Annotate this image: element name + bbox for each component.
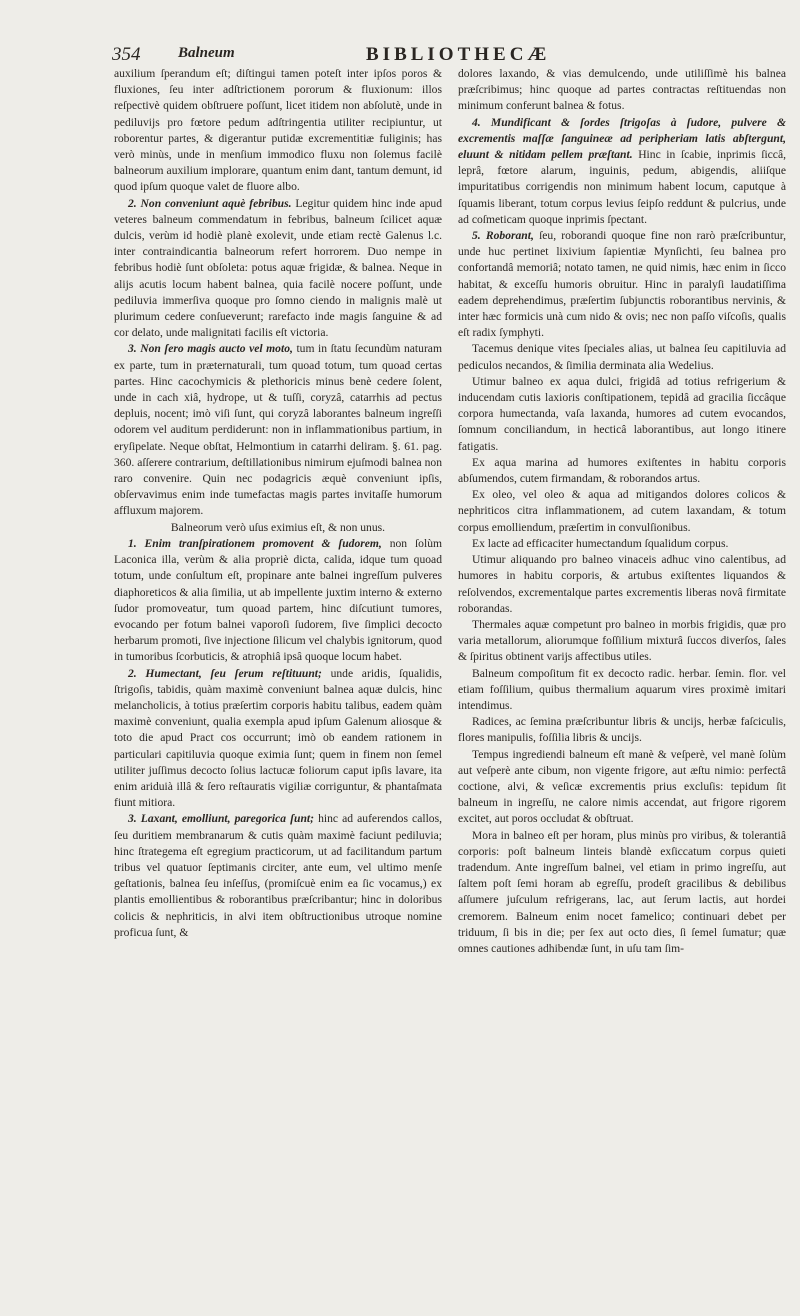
paragraph xyxy=(458,617,786,666)
paragraph xyxy=(458,115,786,228)
paragraph xyxy=(458,714,786,746)
paragraph-text: Mora in balneo eſt per horam, plus minùs pro viribus, & tolerantiâ corporis: poſt balneum linteis blandè exſiccatum corpus quieti tradendum. Ante ingreſſum balnei, vel etiam in primo ingreſſu, aut ſaltem poſt ſemi horam ab egreſſu, prodeſt gracilibus & debilibus aſſumere juſculum refrigerans, lac, aut ſerum lactis, aut hordei cremorem. Balneum enim nocet famelico; continuari debet per triduum, ſi bis in die; per ſex aut octo dies, ſi ſemel ſumatur; quæ omnes cautiones adhibendæ ſunt, in uſu tam ſim- xyxy=(458,828,786,955)
paragraph-text: tum in ſtatu ſecundùm naturam ex parte, tum in præternaturali, tum quoad totum, tum quoad certas partes. Hinc cacochymicis & plethoricis minus benè cedere ſolent, unde in cach xiâ, hydrope, ut & tuſſi, coryzâ, catarrhis ad pectus depluis, nocent; imò viſi ſunt, qui coryzâ laborantes balneum ingreſſi odorem vel auditum perdiderunt: non in inflammationibus partium, in eryſipelate. Neque obſtat, Helmontium in catarrhi deliram. §. 61. pag. 360. aſſerere contrarium, deſtillationibus nimirum ejuſmodi balnea non raro convenire. Quin nec podagricis æquè conveniunt ipſis, obſervavimus enim inde tumefactas magis partes invitaſſe humorum affluxum majorem. xyxy=(114,342,442,518)
paragraph xyxy=(114,811,442,941)
right-column xyxy=(458,66,786,1306)
paragraph-text: auxilium ſperandum eſt; diſtingui tamen poteſt inter ipſos poros & fluxiones, ſeu inter adſtrictionem pororum & fluxionum: illos reſpectivè quidem obſtruere poſſunt, licet itidem non abſolutè, unde in pediluvijs pro fœtore pedum adſtringentia utiliter recipiuntur, ut roborentur partes, & digerantur putidæ excrementitiæ fuliginis; has verò minùs, unde in menſium immodico fluxu non ſolemus facilè balneorum auxilium implorare, quantum enim dant, tantum demunt, id quod ipſum quoque valet de fluore albo. xyxy=(114,67,442,194)
paragraph-text: Legitur quidem hinc inde apud veteres balneum commendatum in febribus, balneum ſcilicet aquæ dulcis, verùm id hodiè planè exolevit, unde etiam rectè Galenus l.c. inter contraindicantia balneorum refert horrorem. Duo nempe in febribus hodiè ſunt obſoleta: potus aquæ frigidæ, & balnea. Neque in alijs acutis locum habent balnea, quia facilè nocere poſſunt, unde pediluvia immerſiva quoque pro ſomno ciendo in malignis malè ut plurimum cedere conſueverunt; rarefacto inde magis ſanguine & ad cor delato, unde malignitati facilis eſt victoria. xyxy=(114,196,442,340)
page-number: 354 xyxy=(112,44,141,65)
paragraph xyxy=(114,666,442,812)
paragraph-text: Tempus ingrediendi balneum eſt manè & veſperè, vel manè ſolùm aut veſperè ante cibum, non vigente frigore, aut æſtu nimio: perfectâ coctione, alvi, & veſicæ excrementis prius excluſis: tepidum ſit balneum in ingreſſu, ne calore nimis accendat, aut frigore rigorem excitet, aut poros occludat & obſtruat. xyxy=(458,747,786,826)
paragraph xyxy=(458,747,786,828)
paragraph xyxy=(458,341,786,373)
paragraph-text: Balneum compoſitum fit ex decocto radic. herbar. ſemin. flor. vel etiam foſſilium, quibus thermalium aquarum vires proximè imitari intendimus. xyxy=(458,666,786,712)
paragraph-text: hinc ad auferendos callos, ſeu duritiem membranarum & cutis quàm maximè faciunt pediluvia; hinc ſtrategema eſt egregium practicorum, ut ad facilitandum partum tribus vel quatuor ſeptimanis circiter, ante eum, vel ultimo menſe geſtationis, balnea ſeu inſeſſus, (promiſcuè enim ea ſic vocamus,) ex plantis emollientibus & roborantibus præſcribantur; hinc in doloribus colicis & nephriticis, in alvi item obſtructionibus utroque nomine proficua ſunt, & xyxy=(114,812,442,939)
paragraph-text: ſeu, roborandi quoque fine non rarò præſcribuntur, unde huc pertinet lixivium ſapientiæ Mynſichti, ſeu balnea pro confortandâ memoriâ; notato tamen, ne quid nimis, hæc enim in ſicco habitat, & exceſſu humoris obruitur. Hinc in paralyſi laudatiſſima eadem deprehendimus, præſertim ſubjunctis roborantibus nervinis, & inter hæc formicis unà cum nido & ovis; nec non paſſo viſcoſis, qualis eſt radix ſymphyti. xyxy=(458,229,786,340)
paragraph-lead: 5. Roborant, xyxy=(472,229,534,243)
left-column xyxy=(114,66,442,1306)
paragraph xyxy=(458,487,786,536)
paragraph xyxy=(458,552,786,617)
paragraph-text: unde aridis, ſqualidis, ſtrigoſis, tabidis, quàm maximè conveniunt balnea aquæ dulcis, hinc melancholicis, à totius præſertim corporis habitu talibus, eadem quàm maximè conveniunt, qualia exempla apud ipſum Galenum aliosque & toto die apud Pract cos occurrunt; imò ob eandem rationem in particulari capitiluvia quoque eximia ſunt; quem in finem non ſemel utiliter juſſimus decocto ſolius lactucæ foliorum caput ipſis lavare, ita enim ariduià illâ & ſero reſtauratis vigiliæ corriguntur, & phantaſmata fiunt mitiora. xyxy=(114,666,442,810)
paragraph-text: Utimur balneo ex aqua dulci, frigidâ ad totius refrigerium & inducendam cutis laxioris conſtipationem, tepidâ ad gracilia ſiccâque corpora humectanda, vaſa laxanda, humores ad cutem evocandos, ſomnum conciliandum, in hecticâ laborantibus, aut longo itinere fatigatis. xyxy=(458,374,786,453)
paragraph-lead: 2. Humectant, ſeu ſerum reſtituunt; xyxy=(128,666,322,680)
paragraph xyxy=(458,455,786,487)
paragraph xyxy=(458,666,786,715)
paragraph-text: Tacemus denique vites ſpeciales alias, ut balnea ſeu capitiluvia ad pediculos necandos, & ſimilia derminata alia Wedelius. xyxy=(458,342,786,372)
paragraph xyxy=(458,828,786,958)
paragraph xyxy=(114,196,442,342)
running-head: Balneum xyxy=(178,45,235,61)
paragraph xyxy=(114,341,442,519)
paragraph xyxy=(458,536,786,552)
paragraph xyxy=(114,66,442,196)
paragraph xyxy=(458,66,786,115)
paragraph-text: Ex oleo, vel oleo & aqua ad mitigandos dolores colicos & nephriticos citra inflammationem, ad cutem laxandam, & totum corpus emolliendum, præſertim in convulſionibus. xyxy=(458,488,786,534)
paragraph-lead: 2. Non conveniunt aquè febribus. xyxy=(128,196,292,210)
paragraph xyxy=(458,228,786,341)
page-title: BIBLIOTHECÆ xyxy=(366,44,551,65)
paragraph xyxy=(458,374,786,455)
paragraph xyxy=(114,536,442,666)
paragraph-text: Ex aqua marina ad humores exiſtentes in habitu corporis abſumendos, cutem firmandam, & roborandos artus. xyxy=(458,455,786,486)
paragraph-text: Ex lacte ad efficaciter humectandum ſqualidum corpus. xyxy=(472,536,729,550)
paragraph-lead: 3. Laxant, emolliunt, paregorica ſunt; xyxy=(128,812,315,826)
paragraph-lead: 4. Mundificant & ſordes ſtrigoſas à ſudore, pulvere & excrementis maſſæ ſanguineæ ad peripheriam latis abſtergunt, eluunt & nitidam pellem præſtant. xyxy=(458,115,786,162)
paragraph-text: Radices, ac ſemina præſcribuntur libris & uncijs, herbæ faſciculis, flores manipulis, foſſilia libris & uncijs. xyxy=(458,715,786,745)
paragraph xyxy=(114,520,442,536)
paragraph-text: Utimur aliquando pro balneo vinaceis adhuc vino calentibus, ad humores in habitu corporis, & artubus exiſtentes liquandos & reſolvendos, excrementalque partes excrementis liberas novâ firmitate roborandas. xyxy=(458,553,786,615)
paragraph-text: non ſolùm Laconica illa, verùm & alia propriè dicta, calida, idque tum quoad totum, unde conſultum eſt, propinare ante balnei ingreſſum pulveres diaphoreticos & alia ſimilia, ut ab impellente juxtim interno & externo ſudor promoveatur, tum quoad partem, hinc diſcutiunt tumores, evocando per fotum balnei vaporoſi ſudorem, ſive ſimplici decocto herbarum promoti, ſive injectione ſilicum vel chalybis ignitorum, quod in tumoribus ſcorbuticis, & atrophiâ ipsâ quoque locum habet. xyxy=(114,536,442,664)
paragraph-lead: 3. Non ſero magis aucto vel moto, xyxy=(128,342,293,356)
paragraph-lead: 1. Enim tranſpirationem promovent & ſudorem, xyxy=(128,536,382,550)
paragraph-text: Balneorum verò uſus eximius eſt, & non unus. xyxy=(170,520,386,534)
paragraph-text: Hinc in ſcabie, inprimis ſiccâ, leprâ, fœtore alarum, inguinis, pedum, abigendis, aliiſque impuritatibus corrigendis non minimum habent locum, caputque à ſquamis liberant, totum corpus levius ſeipſo reddunt & pulcrius, unde ad coſmeticam quoque inprimis ſpectant. xyxy=(458,148,786,226)
paragraph-text: dolores laxando, & vias demulcendo, unde utiliſſimè his balnea præſcribimus; hinc quoque ad partes contractas reſtituendas non minimum conferunt balnea & fotus. xyxy=(458,67,786,113)
paragraph-text: Thermales aquæ competunt pro balneo in morbis frigidis, quæ pro varia metallorum, aliorumque foſſilium mixturâ ſuccos diverſos, ſales & ſpiritus obtinent varijs affectibus utiles. xyxy=(458,617,786,664)
